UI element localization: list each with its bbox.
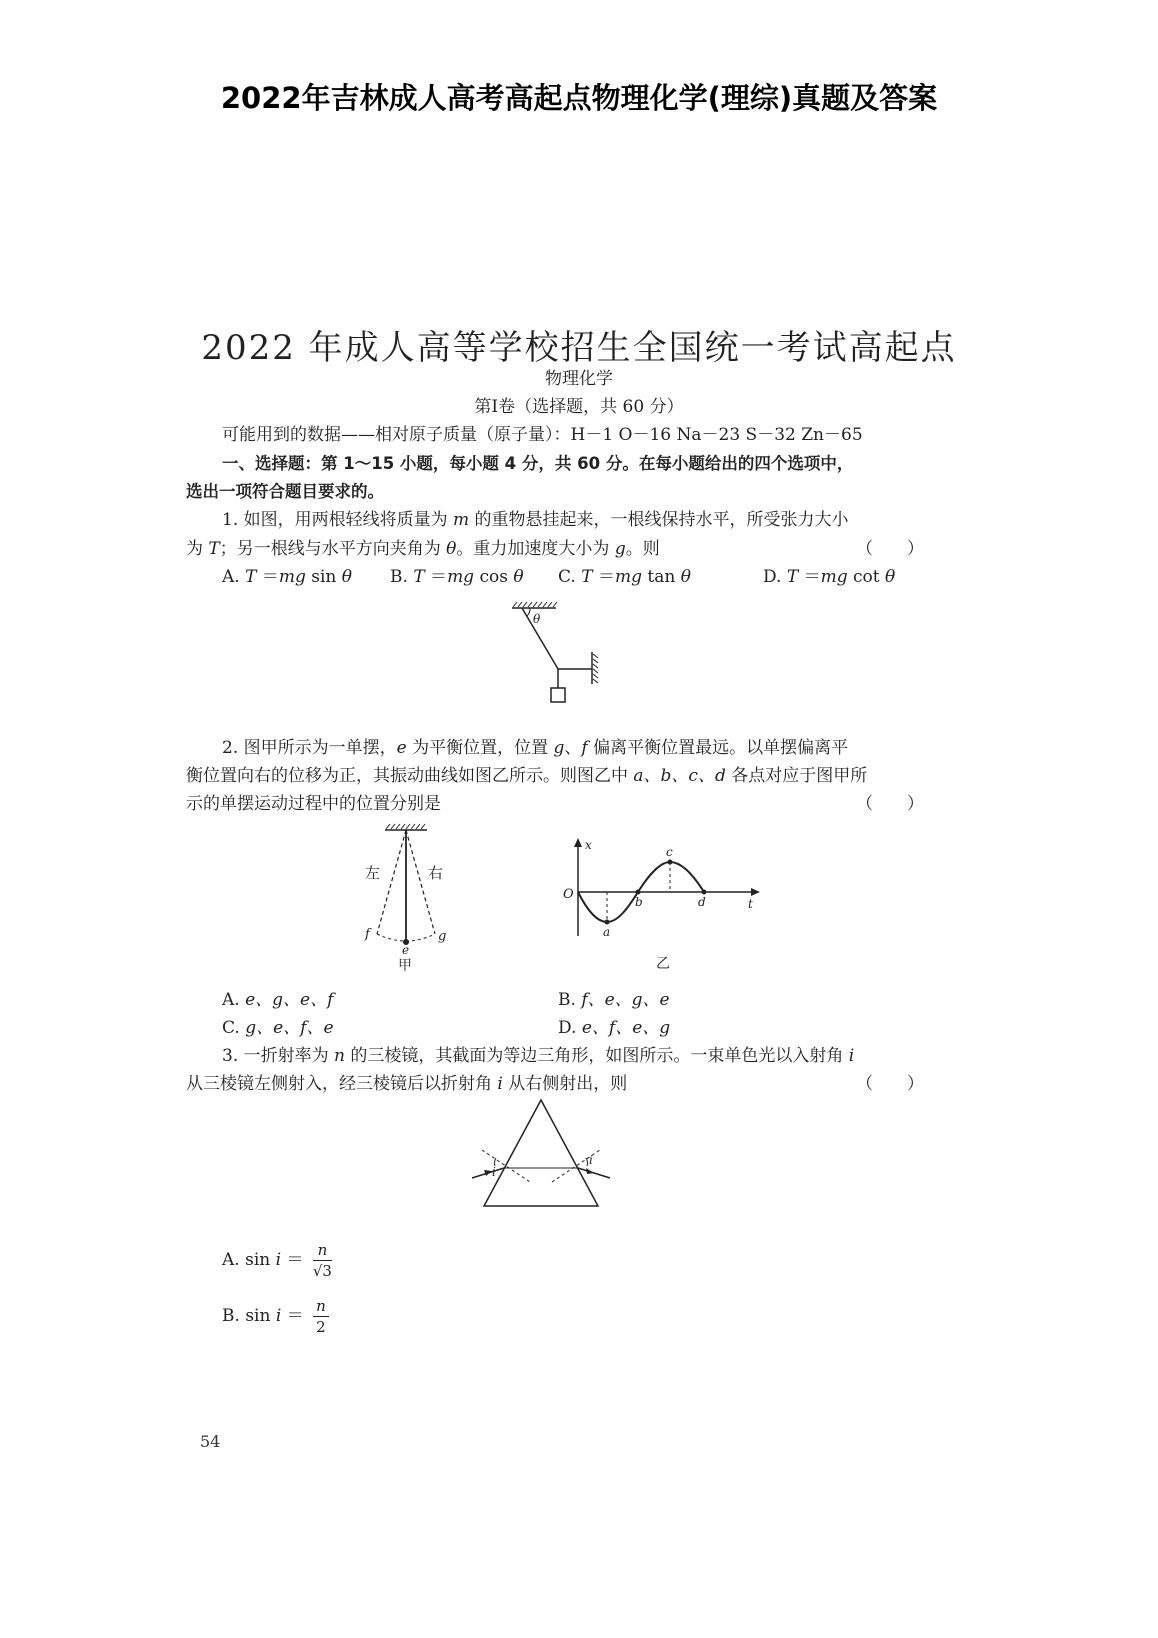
q1-text-line1: 1. 如图，用两根轻线将质量为 m 的重物悬挂起来，一根线保持水平，所受张力大小: [222, 510, 849, 530]
q3-option-a-fraction: $\frac{n}{√3}$: [312, 1241, 332, 1280]
q2-right-label: 右: [428, 864, 444, 882]
q1-option-c: C. T ＝mg tan θ: [558, 567, 691, 587]
atomic-mass-note: 可能用到的数据——相对原子质量（原子量）：H－1 O－16 Na－23 S－32 Zn－65: [222, 425, 863, 445]
q3-left-i-label: i: [492, 1165, 496, 1179]
q1-option-d: D. T ＝mg cot θ: [763, 567, 896, 587]
q2-origin-label: O: [563, 887, 574, 902]
q3-option-a: A. sin i ＝ $\frac{n}{√3}$: [222, 1241, 332, 1280]
q2-b-label: b: [635, 895, 643, 909]
q3-answer-paren: （ ）: [856, 1074, 924, 1094]
q2-option-b: B. f、e、g、e: [558, 990, 670, 1010]
subject-heading: 物理化学: [545, 369, 613, 389]
section-instruction-line2: 选出一项符合题目要求的。: [186, 482, 384, 501]
q1-suspension-figure: [500, 596, 620, 714]
q2-oscillation-graph-yi: [560, 836, 770, 976]
q2-g-label: g: [438, 929, 447, 944]
q2-e-label: e: [402, 943, 410, 957]
q1-answer-paren: （ ）: [856, 539, 924, 559]
volume-heading: 第Ⅰ卷（选择题，共 60 分）: [474, 397, 684, 417]
q2-d-label: d: [698, 895, 706, 909]
q2-x-axis-label: x: [585, 838, 592, 852]
q3-prism-figure: [468, 1094, 614, 1216]
q2-t-axis-label: t: [748, 897, 753, 911]
q2-c-label: c: [666, 845, 673, 859]
q2-option-c: C. g、e、f、e: [222, 1018, 334, 1038]
page-number: 54: [200, 1432, 221, 1451]
q2-a-label: a: [603, 925, 611, 939]
document-title: 2022年吉林成人高考高起点物理化学(理综)真题及答案: [220, 81, 938, 115]
q1-option-b: B. T ＝mg cos θ: [390, 567, 524, 587]
q3-text-line2: 从三棱镜左侧射入，经三棱镜后以折射角 i 从右侧射出，则: [186, 1074, 628, 1094]
q3-option-b: B. sin i ＝ $\frac{n}{2}$: [222, 1296, 329, 1337]
q2-f-label: f: [365, 927, 370, 942]
q3-text-line1: 3. 一折射率为 n 的三棱镜，其截面为等边三角形，如图所示。一束单色光以入射角 i: [222, 1046, 855, 1066]
q2-option-a: A. e、g、e、f: [222, 990, 334, 1010]
q2-yi-label: 乙: [656, 956, 670, 972]
q2-left-label: 左: [365, 864, 381, 882]
q2-option-d: D. e、f、e、g: [558, 1018, 671, 1038]
q2-pendulum-figure-jia: [355, 818, 465, 978]
q1-text-line2: 为 T；另一根线与水平方向夹角为 θ。重力加速度大小为 g。则: [186, 539, 660, 559]
exam-title: 2022 年成人高等学校招生全国统一考试高起点: [201, 328, 957, 368]
q2-text-line3: 示的单摆运动过程中的位置分别是: [186, 794, 441, 814]
section-instruction-line1: 一、选择题：第 1～15 小题，每小题 4 分，共 60 分。在每小题给出的四个选项中，: [222, 454, 854, 473]
q3-right-i-label: i: [589, 1153, 593, 1167]
q1-theta-label: θ: [533, 612, 541, 626]
q2-text-line1: 2. 图甲所示为一单摆，e 为平衡位置，位置 g、f 偏离平衡位置最远。以单摆偏离平: [222, 738, 849, 758]
q2-jia-label: 甲: [398, 958, 412, 974]
q1-option-a: A. T ＝mg sin θ: [222, 567, 353, 587]
q2-text-line2: 衡位置向右的位移为正，其振动曲线如图乙所示。则图乙中 a、b、c、d 各点对应于图甲所: [186, 766, 868, 786]
q3-option-b-fraction: $\frac{n}{2}$: [313, 1296, 329, 1337]
q2-answer-paren: （ ）: [856, 794, 924, 814]
